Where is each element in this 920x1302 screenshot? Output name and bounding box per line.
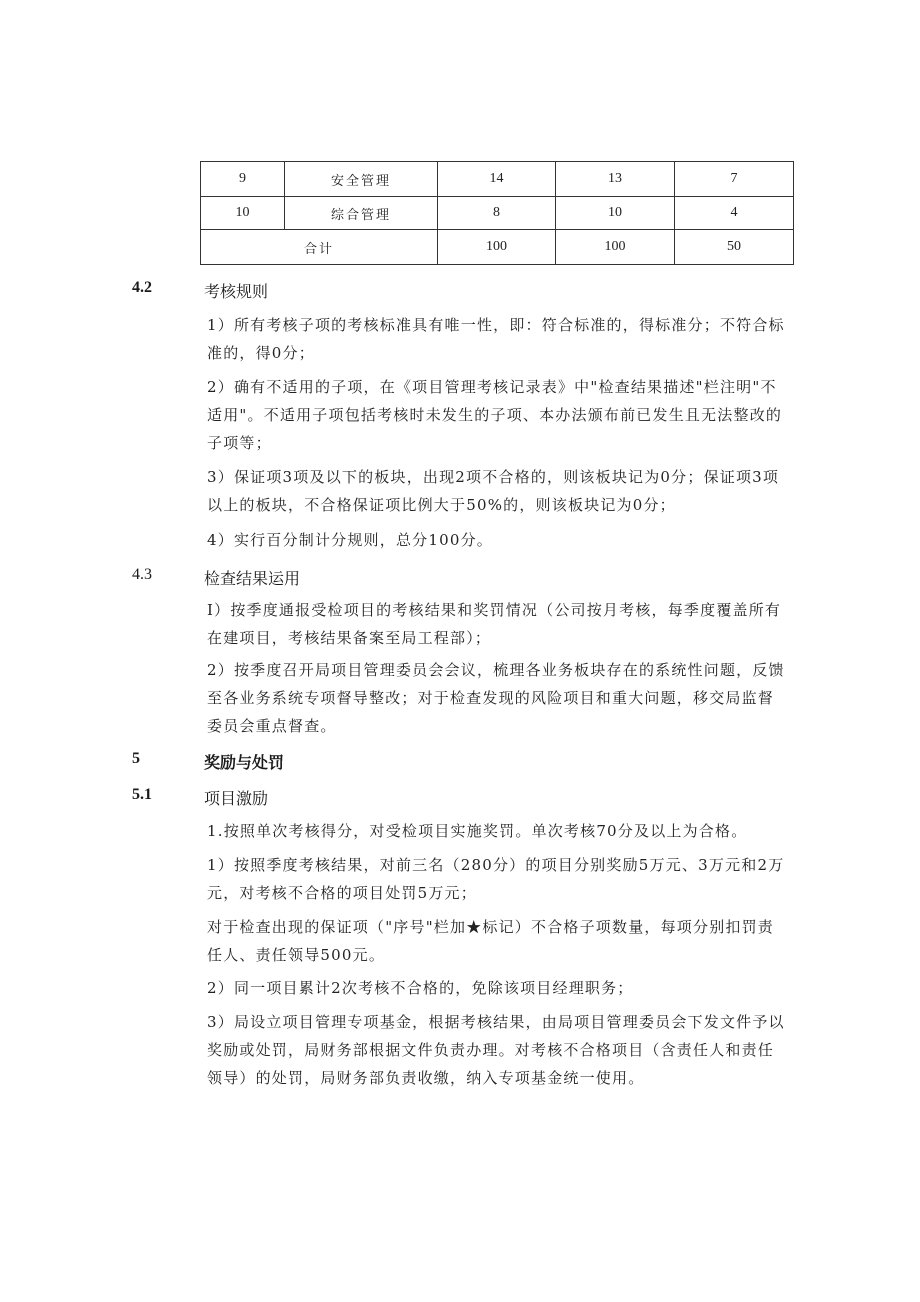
row-category: 综合管理 [285,197,438,230]
paragraph: I）按季度通报受检项目的考核结果和奖罚情况（公司按月考核，每季度覆盖所有在建项目，考核结果备案至局工程部）； [207,601,782,647]
table-total-row [201,230,794,265]
section-title: 奖励与处罚 [204,753,285,772]
paragraph: 1）所有考核子项的考核标准具有唯一性，即：符合标准的，得标准分；不符合标准的，得0分； [207,316,785,362]
total-value-a: 100 [438,230,556,265]
section-number: 4.2 [132,279,152,296]
paragraph: 2）按季度召开局项目管理委员会会议，梳理各业务板块存在的系统性问题，反馈至各业务系统专项督导整改；对于检查发现的风险项目和重大问题，移交局监督委员会重点督查。 [207,661,785,735]
total-label: 合计 [201,230,438,265]
section-heading-4-3 [132,566,432,588]
row-value-b: 10 [556,197,675,230]
score-table [200,161,794,265]
row-value-a: 8 [438,197,556,230]
paragraph: 1）按照季度考核结果，对前三名（280分）的项目分别奖励5万元、3万元和2万元，对考核不合格的项目处罚5万元； [207,856,785,902]
paragraph: 3）保证项3项及以下的板块，出现2项不合格的，则该板块记为0分；保证项3项以上的板块，不合格保证项比例大于50%的，则该板块记为0分； [207,468,780,514]
paragraph: 3）局设立项目管理专项基金，根据考核结果，由局项目管理委员会下发文件予以奖励或处罚，局财务部根据文件负责办理。对考核不合格项目（含责任人和责任领导）的处罚，局财务部负责收缴，纳入专项基金统一使用。 [207,1013,785,1087]
section-title: 考核规则 [204,282,269,301]
section-heading-4-2 [132,279,432,301]
paragraph: 4）实行百分制计分规则，总分100分。 [207,531,493,549]
paragraph: 2）确有不适用的子项，在《项目管理考核记录表》中"检查结果描述"栏注明"不适用"。不适用子项包括考核时未发生的子项、本办法颁布前已发生且无法整改的子项等； [207,378,783,452]
total-value-b: 100 [556,230,675,265]
section-title: 检查结果运用 [204,569,301,588]
table-row [201,197,794,230]
section-number: 5 [132,750,140,767]
row-value-c: 4 [675,197,794,230]
paragraph: 2）同一项目累计2次考核不合格的，免除该项目经理职务； [207,979,634,997]
section-heading-5-1 [132,786,432,808]
table-row [201,162,794,197]
section-number: 4.3 [132,566,152,583]
row-value-a: 14 [438,162,556,197]
total-value-c: 50 [675,230,794,265]
section-heading-5 [132,750,432,772]
row-value-c: 7 [675,162,794,197]
section-number: 5.1 [132,786,152,803]
paragraph: 对于检查出现的保证项（"序号"栏加★标记）不合格子项数量，每项分别扣罚责任人、责任领导500元。 [207,918,775,964]
row-category: 安全管理 [285,162,438,197]
section-title: 项目激励 [204,789,269,808]
row-number: 10 [201,197,285,230]
row-value-b: 13 [556,162,675,197]
row-number: 9 [201,162,285,197]
paragraph: 1.按照单次考核得分，对受检项目实施奖罚。单次考核70分及以上为合格。 [207,822,748,840]
